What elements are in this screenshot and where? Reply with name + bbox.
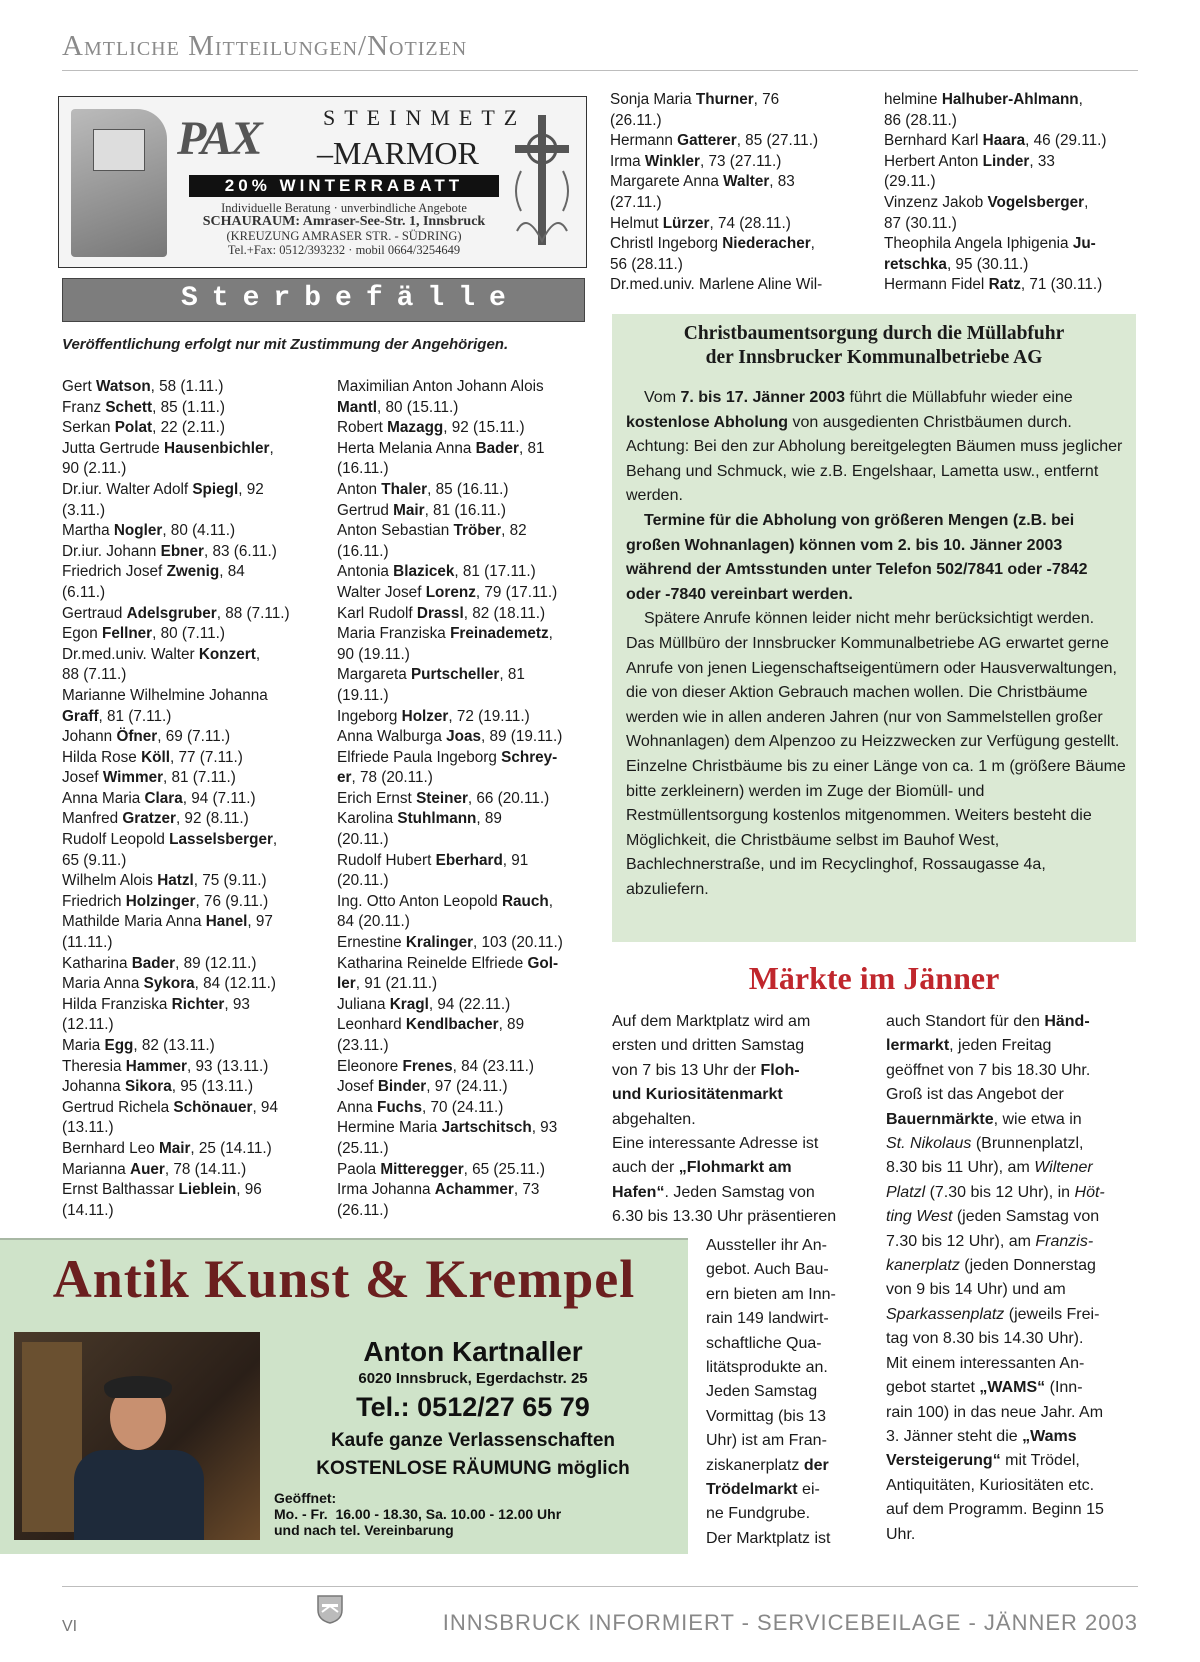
obituary-entry: ler, 91 (21.11.)	[337, 975, 438, 993]
obituary-entry: (20.11.)	[337, 831, 389, 849]
obituary-column-a	[62, 377, 318, 1221]
text-line: Uhr.	[886, 1525, 916, 1543]
obituary-entry: Wilhelm Alois Hatzl, 75 (9.11.)	[62, 872, 267, 890]
steinmetz-line: Individuelle Beratung · unverbindliche Angebote	[221, 201, 467, 215]
obituary-entry: Theophila Angela Iphigenia Ju-	[884, 235, 1096, 253]
obituary-entry: Ernestine Kralinger, 103 (20.11.)	[337, 934, 563, 952]
obituary-entry: Herbert Anton Linder, 33	[884, 152, 1055, 170]
text-line: 7.30 bis 12 Uhr), am Franzis-	[886, 1232, 1094, 1250]
obituary-entry: Mathilde Maria Anna Hanel, 97	[62, 913, 273, 931]
text-line: auf dem Programm. Beginn 15	[886, 1501, 1104, 1519]
obituary-entry: 88 (7.11.)	[62, 666, 127, 684]
steinmetz-line: (KREUZUNG AMRASER STR. - SÜDRING)	[226, 229, 462, 243]
winterrabatt-banner: 20% WINTERRABATT	[189, 175, 499, 197]
obituary-column-d	[884, 90, 1138, 296]
text-line: Trödelmarkt ei-	[706, 1481, 820, 1499]
christbaum-body	[626, 386, 1126, 902]
text-line: Sparkassenplatz (jeweils Frei-	[886, 1305, 1100, 1323]
obituary-entry: Erich Ernst Steiner, 66 (20.11.)	[337, 789, 550, 807]
text-line: gebot startet „WAMS“ (Inn-	[886, 1379, 1083, 1397]
antik-address: 6020 Innsbruck, Egerdachstr. 25	[358, 1370, 588, 1387]
text-line: auch Standort für den Händ-	[886, 1013, 1090, 1030]
obituary-entry: 90 (19.11.)	[337, 645, 410, 663]
obituary-entry: Rudolf Hubert Eberhard, 91	[337, 851, 529, 869]
obituary-entry: Christl Ingeborg Niederacher,	[610, 235, 815, 253]
obituary-column-b	[337, 377, 587, 1221]
steinmetz-line: Tel.+Fax: 0512/393232 · mobil 0664/3254649	[227, 243, 461, 257]
antik-buy-line: Kaufe ganze Verlassenschaften	[330, 1430, 616, 1451]
obituary-entry: 87 (30.11.)	[884, 214, 957, 232]
obituary-entry: Marianne Wilhelmine Johanna	[62, 686, 268, 704]
footer-rule	[62, 1586, 1138, 1587]
steinmetz-line: SCHAURAUM: Amraser-See-Str. 1, Innsbruck	[202, 214, 486, 229]
sterbefaelle-title: Sterbefälle	[181, 283, 520, 314]
obituary-entry: Anna Fuchs, 70 (24.11.)	[337, 1098, 504, 1116]
page-number: VI	[62, 1618, 78, 1635]
text-run-bold: kostenlose Abholung	[626, 413, 789, 431]
text-line: ern bieten am Inn-	[706, 1285, 836, 1303]
obituary-entry: Hermine Maria Jartschitsch, 93	[337, 1119, 558, 1137]
text-line: von 9 bis 14 Uhr) und am	[886, 1281, 1066, 1299]
obituary-entry: (19.11.)	[337, 686, 389, 704]
obituary-entry: Hermann Fidel Ratz, 71 (30.11.)	[884, 276, 1103, 294]
text-line: Antiquitäten, Kuriositäten etc.	[886, 1476, 1095, 1494]
text-line: gebot. Auch Bau-	[706, 1261, 829, 1279]
text-line: ziskanerplatz der	[706, 1456, 829, 1474]
text-line: rain 149 landwirt-	[706, 1310, 829, 1328]
obituary-entry: Ernst Balthassar Lieblein, 96	[62, 1181, 262, 1199]
text-line: St. Nikolaus (Brunnenplatzl,	[886, 1135, 1084, 1153]
sterbefaelle-note: Veröffentlichung erfolgt nur mit Zustimmung der Angehörigen.	[62, 336, 509, 353]
maerkte-column-2	[706, 1234, 856, 1551]
text-line: tag von 8.30 bis 14.30 Uhr).	[886, 1330, 1084, 1348]
obituary-entry: (26.11.)	[337, 1201, 389, 1219]
text-line: Vormittag (bis 13	[706, 1407, 827, 1425]
text-line: Groß ist das Angebot der	[886, 1086, 1064, 1104]
obituary-entry: Karolina Stuhlmann, 89	[337, 810, 502, 828]
obituary-entry: (29.11.)	[884, 173, 936, 191]
obituary-entry: Rudolf Leopold Lasselsberger,	[62, 831, 278, 849]
obituary-entry: (27.11.)	[610, 193, 662, 211]
obituary-entry: Anna Maria Clara, 94 (7.11.)	[62, 789, 256, 807]
antik-phone: Tel.: 0512/27 65 79	[356, 1392, 590, 1422]
obituary-entry: Gertrud Mair, 81 (16.11.)	[337, 501, 506, 519]
obituary-entry: (20.11.)	[337, 872, 389, 890]
obituary-entry: Katharina Reinelde Elfriede Gol-	[337, 954, 559, 972]
antik-free-line: KOSTENLOSE RÄUMUNG möglich	[316, 1458, 630, 1479]
obituary-entry: Theresia Hammer, 93 (13.11.)	[62, 1057, 269, 1075]
obituary-entry: Josef Binder, 97 (24.11.)	[337, 1078, 508, 1096]
christbaum-paragraph-3: Spätere Anrufe können leider nicht mehr berücksichtigt werden. Das Müllbüro der Innsbrucker Kommunalbetriebe AG erwartet gerne Anrufe von jenen Liegenschaftseigentümern oder Hausverwaltungen, die von dieser Aktion Gebrauch machen wollen. Die Christbäume werden wie in allen anderen Jahren (nur von Sammelstellen großer Wohnanlagen) dem Alpenzoo zu Heizzwecken zur Verfügung gestellt. Einzelne Christbäume bis zu einer Länge von ca. 1 m (größere Bäume bitte zerkleinern) werden im Zuge der Biomüll- und Restmüllentsorgung kostenlos mitgenommen. Weiters besteht die Möglichkeit, die Christbäume selbst im Bauhof West, Bachlechnerstraße, und im Recyclinghof, Rossaugasse 4a, abzuliefern.	[626, 610, 1126, 898]
text-line: Mit einem interessanten An-	[886, 1354, 1085, 1372]
text-line: kanerplatz (jeden Donnerstag	[886, 1257, 1096, 1275]
pax-text: PAX	[177, 112, 261, 165]
obituary-entry: Maria Franziska Freinademetz,	[337, 625, 553, 643]
obituary-entry: Margareta Purtscheller, 81	[337, 666, 525, 684]
obituary-entry: Jutta Gertrude Hausenbichler,	[62, 439, 274, 457]
steinmetz-info	[179, 201, 509, 257]
text-line: 6.30 bis 13.30 Uhr präsentieren	[612, 1208, 837, 1226]
city-crest-icon	[316, 1594, 344, 1624]
christbaum-title-line: Christbaumentsorgung durch die Müllabfuhr	[683, 323, 1065, 344]
obituary-entry: Ing. Otto Anton Leopold Rauch,	[337, 892, 553, 910]
obituary-entry: (12.11.)	[62, 1016, 114, 1034]
text-line: Hafen“. Jeden Samstag von	[612, 1183, 815, 1201]
text-line: Aussteller ihr An-	[706, 1237, 827, 1254]
header-rule	[62, 70, 1138, 71]
text-line: auch der „Flohmarkt am	[612, 1159, 792, 1177]
christbaum-box	[612, 314, 1136, 942]
obituary-entry: (11.11.)	[62, 934, 113, 952]
obituary-entry: 56 (28.11.)	[610, 255, 683, 273]
obituary-entry: Graff, 81 (7.11.)	[62, 707, 172, 725]
obituary-entry: Robert Mazagg, 92 (15.11.)	[337, 419, 525, 437]
antik-title: Antik Kunst & Krempel	[52, 1249, 636, 1309]
obituary-entry: (26.11.)	[610, 111, 662, 129]
text-line: Eine interessante Adresse ist	[612, 1135, 819, 1153]
publication-title: INNSBRUCK INFORMIERT - SERVICEBEILAGE - JÄNNER 2003	[442, 1610, 1138, 1635]
text-line: rain 100) in das neue Jahr. Am	[886, 1403, 1104, 1421]
text-line: und Kuriositätenmarkt	[612, 1086, 783, 1104]
obituary-entry: Dr.med.univ. Marlene Aline Wil-	[610, 276, 823, 294]
obituary-entry: 84 (20.11.)	[337, 913, 410, 931]
hours-line: und nach tel. Vereinbarung	[274, 1522, 454, 1538]
marmor-text: –MARMOR	[317, 135, 479, 171]
obituary-entry: Dr.med.univ. Walter Konzert,	[62, 645, 261, 663]
obituary-entry: (6.11.)	[62, 583, 106, 601]
obituary-entry: Leonhard Kendlbacher, 89	[337, 1016, 525, 1034]
obituary-entry: Dr.iur. Walter Adolf Spiegl, 92	[62, 480, 264, 498]
christbaum-paragraph-1	[626, 386, 1126, 509]
obituary-entry: Elfriede Paula Ingeborg Schrey-	[337, 748, 558, 766]
obituary-entry: Serkan Polat, 22 (2.11.)	[62, 419, 225, 437]
obituary-entry: Gertraud Adelsgruber, 88 (7.11.)	[62, 604, 290, 622]
text-line: ersten und dritten Samstag	[612, 1037, 805, 1055]
obituary-entry: Eleonore Frenes, 84 (23.11.)	[337, 1057, 535, 1075]
obituary-entry: Bernhard Karl Haara, 46 (29.11.)	[884, 132, 1107, 150]
maerkte-column-3	[886, 1010, 1136, 1547]
obituary-entry: Maximilian Anton Johann Alois	[337, 378, 544, 395]
obituary-entry: Anna Walburga Joas, 89 (19.11.)	[337, 728, 563, 746]
obituary-entry: Egon Fellner, 80 (7.11.)	[62, 625, 225, 643]
christbaum-title-line: der Innsbrucker Kommunalbetriebe AG	[705, 347, 1043, 368]
obituary-entry: Marianna Auer, 78 (14.11.)	[62, 1160, 247, 1178]
text-line: von 7 bis 13 Uhr der Floh-	[612, 1061, 800, 1079]
obituary-entry: Johann Öfner, 69 (7.11.)	[62, 728, 231, 746]
obituary-entry: 90 (2.11.)	[62, 460, 127, 478]
obituary-entry: Hilda Franziska Richter, 93	[62, 995, 250, 1013]
obituary-entry: (14.11.)	[62, 1201, 114, 1219]
text-line: 3. Jänner steht die „Wams	[886, 1427, 1077, 1445]
obituary-entry: (3.11.)	[62, 501, 106, 519]
text-line: Auf dem Marktplatz wird am	[612, 1013, 811, 1030]
obituary-entry: Helmut Lürzer, 74 (28.11.)	[610, 214, 791, 232]
obituary-entry: Antonia Blazicek, 81 (17.11.)	[337, 563, 536, 581]
obituary-entry: Karl Rudolf Drassl, 82 (18.11.)	[337, 604, 546, 622]
obituary-entry: Irma Johanna Achammer, 73	[337, 1181, 540, 1199]
obituary-entry: Sonja Maria Thurner, 76	[610, 91, 780, 108]
text-run: von ausgedienten Christbäumen durch. Achtung: Bei den zur Abholung bereitgelegten Bäumen muss jeglicher Behang und Schmuck, wie z.B. Engelshaar, Lametta usw., entfernt werden.	[626, 413, 1123, 505]
maerkte-column-1	[612, 1010, 856, 1230]
steinmetz-ad	[58, 96, 587, 268]
obituary-entry: (13.11.)	[62, 1119, 114, 1137]
obituary-entry: (16.11.)	[337, 460, 389, 478]
obituary-entry: retschka, 95 (30.11.)	[884, 255, 1029, 273]
obituary-entry: Vinzenz Jakob Vogelsberger,	[884, 193, 1089, 211]
obituary-entry: Margarete Anna Walter, 83	[610, 173, 795, 191]
obituary-entry: Irma Winkler, 73 (27.11.)	[610, 152, 782, 170]
maerkte-title: Märkte im Jänner	[748, 960, 1000, 996]
obituary-entry: (23.11.)	[337, 1037, 389, 1054]
text-line: schaftliche Qua-	[706, 1334, 822, 1352]
obituary-entry: 65 (9.11.)	[62, 851, 127, 869]
obituary-column-c	[610, 90, 860, 296]
text-line: litätsprodukte an.	[706, 1359, 828, 1377]
obituary-entry: Hermann Gatterer, 85 (27.11.)	[610, 132, 819, 150]
text-line: Jeden Samstag	[706, 1383, 818, 1401]
text-line: Bauernmärkte, wie etwa in	[886, 1110, 1082, 1128]
obituary-entry: Mantl, 80 (15.11.)	[337, 398, 459, 416]
hours-label: Geöffnet:	[274, 1490, 337, 1506]
obituary-entry: (16.11.)	[337, 542, 389, 560]
text-line: Der Marktplatz ist	[706, 1529, 831, 1547]
obituary-entry: er, 78 (20.11.)	[337, 769, 433, 787]
obituary-entry: Dr.iur. Johann Ebner, 83 (6.11.)	[62, 542, 277, 560]
text-line: Uhr) ist am Fran-	[706, 1432, 827, 1450]
cross-icon	[507, 111, 577, 261]
obituary-entry: Gertrud Richela Schönauer, 94	[62, 1098, 278, 1116]
antik-ad	[0, 1238, 688, 1554]
antik-owner-name: Anton Kartnaller	[363, 1336, 583, 1367]
obituary-entry: Friedrich Josef Zwenig, 84	[62, 563, 245, 581]
text-line: Versteigerung“ mit Trödel,	[886, 1452, 1080, 1470]
obituary-entry: Maria Egg, 82 (13.11.)	[62, 1037, 215, 1054]
steinmetz-text: STEINMETZ	[323, 105, 527, 130]
text-line: Platzl (7.30 bis 12 Uhr), in Höt-	[886, 1183, 1105, 1201]
obituary-entry: Franz Schett, 85 (1.11.)	[62, 398, 225, 416]
obituary-entry: Martha Nogler, 80 (4.11.)	[62, 522, 236, 540]
christbaum-paragraph-2: Termine für die Abholung von größeren Mengen (z.B. bei großen Wohnanlagen) können vom 2. bis 10. Jänner 2003 während der Amtsstunden unter Telefon 502/7841 oder -7842 oder -7840 vereinbart werden.	[626, 511, 1088, 603]
obituary-entry: Walter Josef Lorenz, 79 (17.11.)	[337, 583, 558, 601]
text-line: ting West (jeden Samstag von	[886, 1208, 1100, 1226]
obituary-entry: Bernhard Leo Mair, 25 (14.11.)	[62, 1139, 272, 1157]
obituary-entry: Hilda Rose Köll, 77 (7.11.)	[62, 748, 243, 766]
obituary-entry: Gert Watson, 58 (1.11.)	[62, 378, 224, 395]
text-line: lermarkt, jeden Freitag	[886, 1037, 1052, 1055]
pax-logo	[177, 105, 527, 175]
obituary-entry: helmine Halhuber-Ahlmann,	[884, 91, 1083, 108]
obituary-entry: Friedrich Holzinger, 76 (9.11.)	[62, 892, 269, 910]
obituary-entry: Herta Melania Anna Bader, 81	[337, 439, 545, 457]
antik-hours	[274, 1490, 674, 1538]
obituary-entry: Juliana Kragl, 94 (22.11.)	[337, 995, 511, 1013]
christbaum-title	[612, 322, 1136, 370]
obituary-entry: Anton Sebastian Tröber, 82	[337, 522, 527, 540]
sterbefaelle-banner	[62, 278, 585, 322]
hours-line: Mo. - Fr. 16.00 - 18.30, Sa. 10.00 - 12.00 Uhr	[274, 1506, 562, 1522]
obituary-entry: Maria Anna Sykora, 84 (12.11.)	[62, 975, 277, 993]
page-header: Amtliche Mitteilungen/Notizen	[62, 30, 468, 62]
obituary-entry: Josef Wimmer, 81 (7.11.)	[62, 769, 236, 787]
tombstone-image	[71, 109, 167, 257]
text-line: 8.30 bis 11 Uhr), am Wiltener	[886, 1159, 1093, 1177]
obituary-entry: Paola Mitteregger, 65 (25.11.)	[337, 1160, 546, 1178]
obituary-entry: Katharina Bader, 89 (12.11.)	[62, 954, 257, 972]
obituary-entry: Johanna Sikora, 95 (13.11.)	[62, 1078, 254, 1096]
obituary-entry: Anton Thaler, 85 (16.11.)	[337, 480, 509, 498]
text-run-bold: 7. bis 17. Jänner 2003	[680, 389, 846, 406]
obituary-entry: 86 (28.11.)	[884, 111, 957, 129]
text-run: Vom	[644, 389, 681, 406]
text-line: ne Fundgrube.	[706, 1505, 811, 1523]
obituary-entry: Ingeborg Holzer, 72 (19.11.)	[337, 707, 530, 725]
obituary-entry: (25.11.)	[337, 1139, 389, 1157]
obituary-entry: Manfred Gratzer, 92 (8.11.)	[62, 810, 249, 828]
text-line: abgehalten.	[612, 1110, 696, 1128]
text-run: führt die Müllabfuhr wieder eine	[845, 389, 1073, 406]
shop-owner-photo	[14, 1332, 260, 1540]
text-line: geöffnet von 7 bis 18.30 Uhr.	[886, 1061, 1091, 1079]
